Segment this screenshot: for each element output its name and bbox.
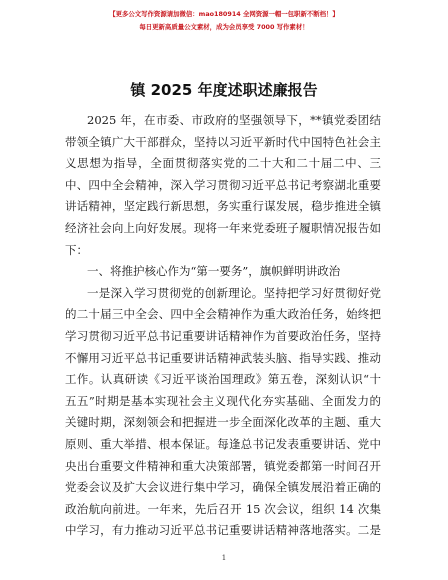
page-number: 1	[221, 554, 227, 562]
paragraph-line: 学习贯彻习近平总书记重要讲话精神作为首要政治任务，坚持	[65, 328, 381, 343]
paragraph-line: 下：	[65, 242, 88, 257]
paragraph-line: 不懈用习近平总书记重要讲话精神武装头脑、指导实践、推动	[65, 350, 381, 365]
paragraph-line: 经济社会向上向好发展。现将一年来党委班子履职情况报告如	[65, 220, 381, 235]
paragraph-line: 2025 年，在市委、市政府的坚强领导下，**镇党委团结	[87, 113, 381, 127]
paragraph-line: 中、四中全会精神，深入学习贯彻习近平总书记考察湖北重要	[65, 177, 381, 192]
paragraph-line: 讲话精神，坚定践行新思想，务实重行谋发展，稳步推进全镇	[65, 199, 381, 214]
paragraph-line: 的二十届三中全会、四中全会精神作为重大政治任务，始终把	[65, 307, 381, 322]
paragraph-line: 党委会议及扩大会议进行集中学习，确保全镇发展沿着正确的	[65, 480, 381, 495]
paragraph-line: 中学习，有力推动习近平总书记重要讲话精神落地落实。二是	[65, 523, 381, 538]
document-body	[65, 110, 381, 542]
paragraph-line: 原则、重大举措、根本保证。每逢总书记发表重要讲话、党中	[65, 436, 381, 451]
paragraph-line: 义思想为指导，全面贯彻落实党的二十大和二十届二中、三	[65, 156, 381, 171]
section-heading: 一、将推护核心作为“第一要务”，旗帜鲜明讲政治	[87, 264, 341, 279]
paragraph-line: 政治航向前进。一年来，先后召开 15 次会议，组织 14 次集	[65, 501, 381, 516]
paragraph-line: 工作。认真研读《习近平谈治国理政》第五卷，深刻认识“十	[65, 372, 381, 387]
paragraph-line: 五五”时期是基本实现社会主义现代化夯实基础、全面发力的	[65, 393, 381, 408]
paragraph-line: 一是深入学习贯彻党的创新理论。坚持把学习好贯彻好党	[87, 285, 381, 300]
document-title: 镇 2025 年度述职述廉报告	[130, 81, 318, 99]
paragraph-line: 央出台重要文件精神和重大决策部署，镇党委都第一时间召开	[65, 458, 381, 473]
paragraph-line: 关键时期，深刻领会和把握进一步全面深化改革的主题、重大	[65, 415, 381, 430]
paragraph-line: 带领全镇广大干部群众，坚持以习近平新时代中国特色社会主	[65, 134, 381, 149]
promo-banner-line-1: 【更多公文写作资源请加微信：mao180914 全网资源一帽一包职新不断档！】	[109, 10, 339, 18]
promo-banner-line-2: 每日更新高质量公文素材，成为会员享受 7000 写作素材！	[139, 23, 309, 31]
